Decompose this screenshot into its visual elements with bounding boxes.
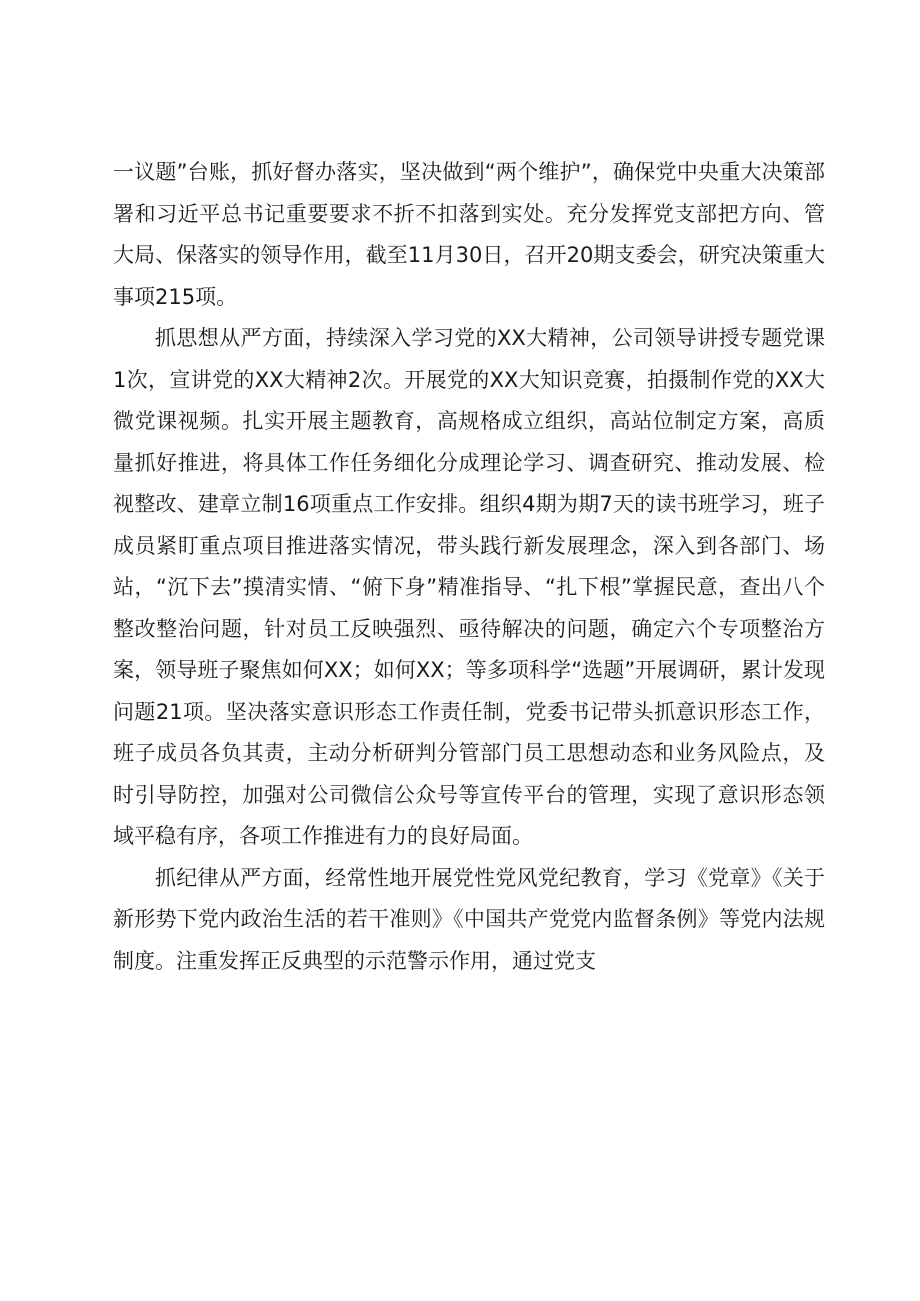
document-body [113,152,825,982]
paragraph-1: 一议题”台账，抓好督办落实，坚决做到“两个维护”，确保党中央重大决策部署和习近平总书记重要要求不折不扣落到实处。充分发挥党支部把方向、管大局、保落实的领导作用，截至11月30日，召开20期支委会，研究决策重大事项215项。 [113,160,825,309]
paragraph-3: 抓纪律从严方面，经常性地开展党性党风党纪教育，学习《党章》《关于新形势下党内政治生活的若干准则》《中国共产党党内监督条例》等党内法规制度。注重发挥正反典型的示范警示作用，通过党支 [113,865,825,973]
paragraph-2: 抓思想从严方面，持续深入学习党的XX大精神，公司领导讲授专题党课1次，宣讲党的XX大精神2次。开展党的XX大知识竞赛，拍摄制作党的XX大微党课视频。扎实开展主题教育，高规格成立组织，高站位制定方案，高质量抓好推进，将具体工作任务细化分成理论学习、调查研究、推动发展、检视整改、建章立制16项重点工作安排。组织4期为期7天的读书班学习，班子成员紧盯重点项目推进落实情况，带头践行新发展理念，深入到各部门、场站，“沉下去”摸清实情、“俯下身”精准指导、“扎下根”掌握民意，查出八个整改整治问题，针对员工反映强烈、亟待解决的问题，确定六个专项整治方案，领导班子聚焦如何XX；如何XX；等多项科学“选题”开展调研，累计发现问题21项。坚决落实意识形态工作责任制，党委书记带头抓意识形态工作，班子成员各负其责，主动分析研判分管部门员工思想动态和业务风险点，及时引导防控，加强对公司微信公众号等宣传平台的管理，实现了意识形态领域平稳有序，各项工作推进有力的良好局面。 [113,326,825,848]
